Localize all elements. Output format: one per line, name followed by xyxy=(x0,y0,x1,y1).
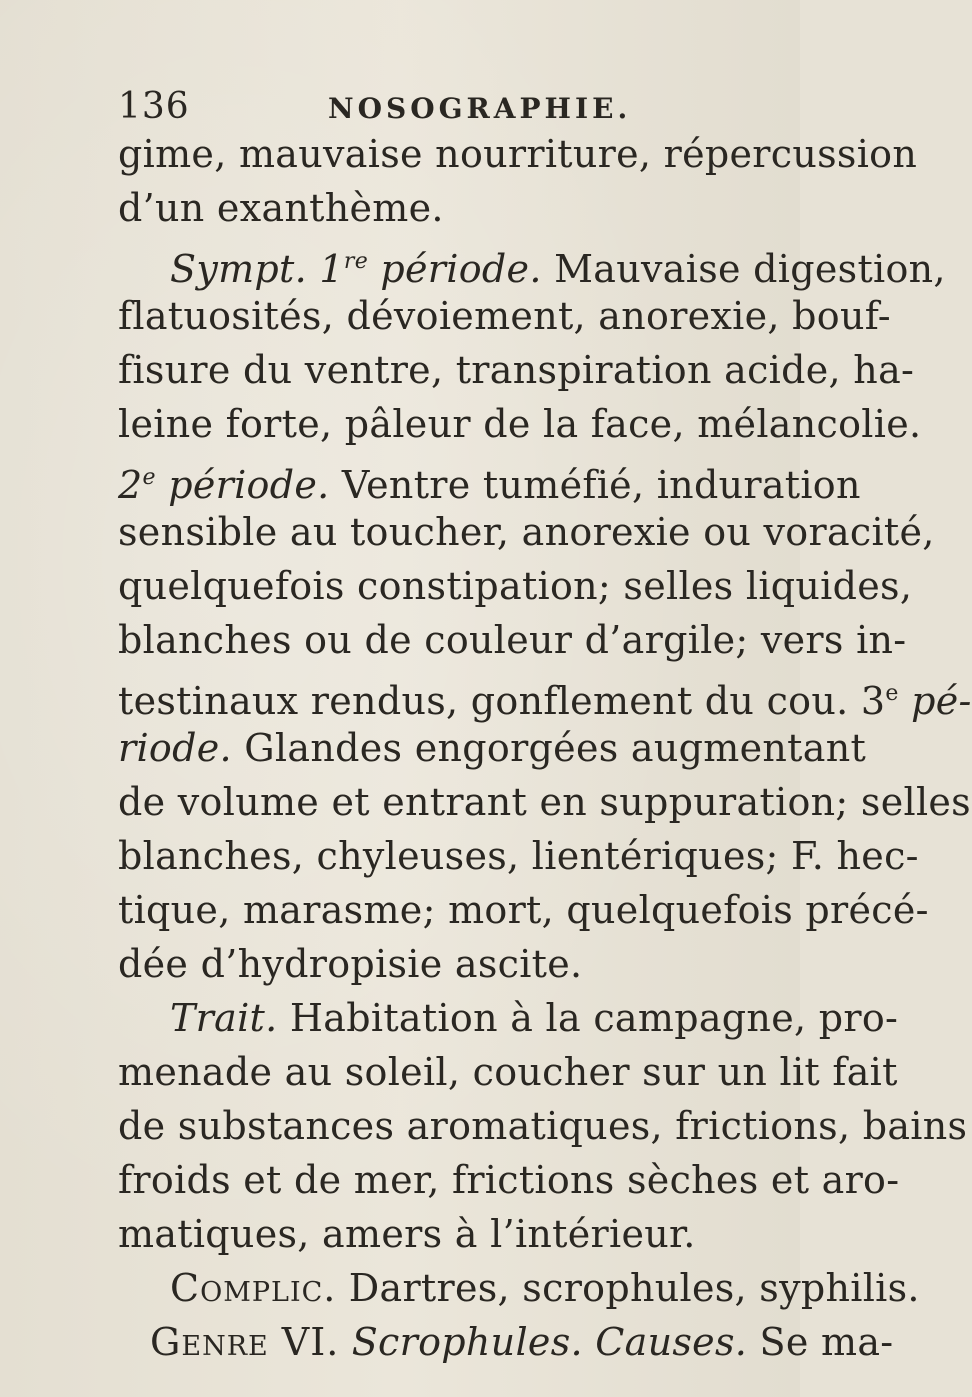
section-label: 2e période. xyxy=(118,463,330,507)
text-line xyxy=(118,454,861,509)
line-text: matiques, amers à l’intérieur. xyxy=(118,1212,696,1256)
line-text: leine forte, pâleur de la face, mélancolie. xyxy=(118,402,922,446)
text-line xyxy=(118,1048,898,1096)
line-text: riode. xyxy=(118,726,232,770)
line-text: testinaux rendus, gonflement du cou. 3 xyxy=(118,679,886,723)
text-line xyxy=(118,778,971,826)
line-text: Dartres, scrophules, syphilis. xyxy=(336,1266,920,1310)
text-line xyxy=(118,940,582,988)
page-header xyxy=(118,86,778,130)
line-text: fisure du ventre, transpiration acide, ha- xyxy=(118,348,915,392)
text-line xyxy=(150,1318,893,1366)
text-line xyxy=(118,1210,696,1258)
page-number: 136 xyxy=(118,86,190,127)
line-text: Se ma- xyxy=(747,1320,894,1364)
line-text: gime, mauvaise nourriture, répercussion xyxy=(118,132,918,176)
line-text: Mauvaise digestion, xyxy=(541,247,946,291)
text-line xyxy=(118,508,935,556)
section-label: Trait. xyxy=(170,996,278,1040)
text-line xyxy=(118,562,912,610)
text-line xyxy=(170,238,946,293)
text-line xyxy=(170,994,898,1042)
line-text: blanches ou de couleur d’argile; vers in- xyxy=(118,618,907,662)
line-text: de volume et entrant en suppuration; selles xyxy=(118,780,971,824)
line-text: sensible au toucher, anorexie ou voracité, xyxy=(118,510,935,554)
text-line xyxy=(118,1102,967,1150)
text-line xyxy=(170,1264,920,1312)
line-text: quelquefois constipation; selles liquides, xyxy=(118,564,913,608)
text-line xyxy=(118,670,972,725)
text-line xyxy=(118,292,891,340)
text-line xyxy=(118,130,917,178)
line-text: dée d’hydropisie ascite. xyxy=(118,942,583,986)
section-label: Complic. xyxy=(170,1266,337,1310)
line-text: d’un exanthème. xyxy=(118,186,444,230)
line-text: Ventre tuméfié, induration xyxy=(329,463,861,507)
text-line xyxy=(118,346,914,394)
line-text: blanches, chyleuses, lientériques; F. hec- xyxy=(118,834,919,878)
section-label: Genre VI. xyxy=(150,1320,340,1364)
text-line xyxy=(118,724,866,772)
section-label: Sympt. 1re période. xyxy=(170,247,542,291)
line-text: Glandes engorgées augmentant xyxy=(231,726,867,770)
text-line xyxy=(118,832,919,880)
line-text: Scrophules. Causes. xyxy=(339,1320,748,1364)
text-line xyxy=(118,184,444,232)
text-line xyxy=(118,886,929,934)
line-text: pé- xyxy=(898,679,972,723)
superscript: e xyxy=(885,681,899,706)
line-text: menade au soleil, coucher sur un lit fait xyxy=(118,1050,898,1094)
running-title: NOSOGRAPHIE. xyxy=(328,92,632,125)
line-text: Habitation à la campagne, pro- xyxy=(277,996,899,1040)
text-line xyxy=(118,1156,899,1204)
line-text: froids et de mer, frictions sèches et aro- xyxy=(118,1158,900,1202)
line-text: tique, marasme; mort, quelquefois précé- xyxy=(118,888,929,932)
line-text: de substances aromatiques, frictions, bains xyxy=(118,1104,968,1148)
text-line xyxy=(118,400,921,448)
text-line xyxy=(118,616,906,664)
line-text: flatuosités, dévoiement, anorexie, bouf- xyxy=(118,294,891,338)
